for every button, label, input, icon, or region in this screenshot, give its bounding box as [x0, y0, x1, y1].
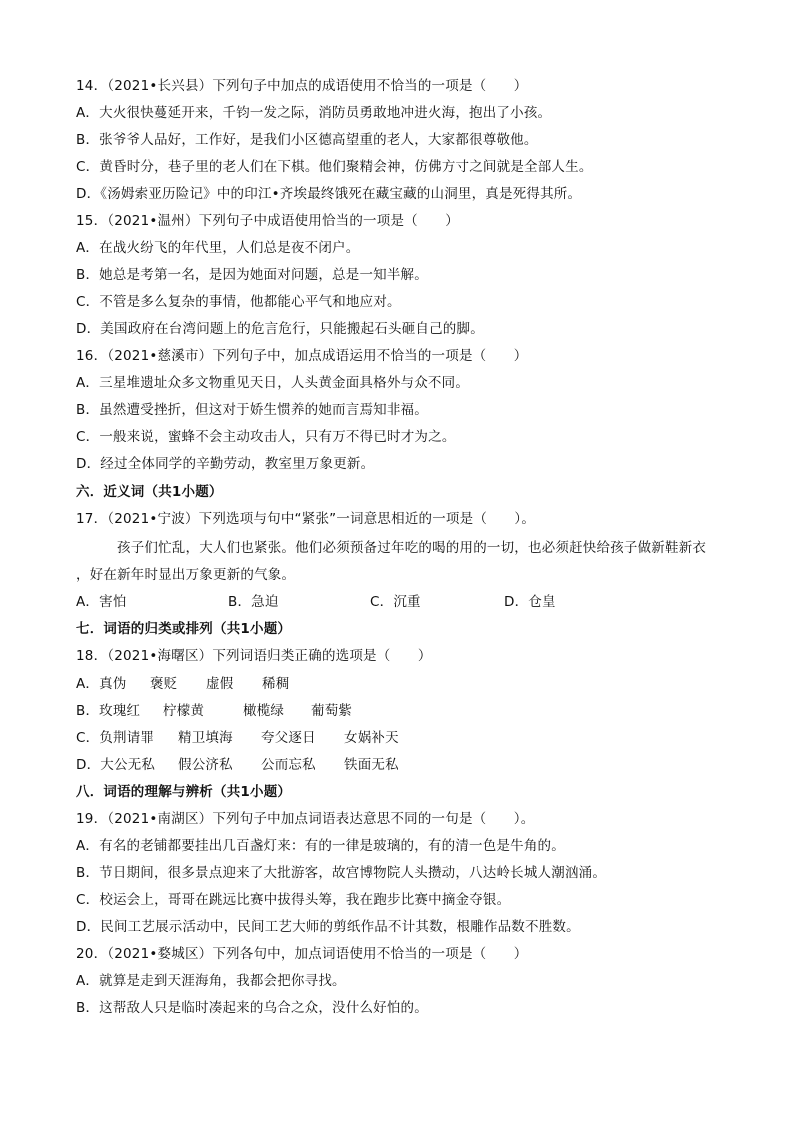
question-15-option-b: B．她总是考第一名，是因为她面对问题，总是一知半解。 — [76, 267, 428, 283]
question-20-stem: 20．（2021•婺城区）下列各句中，加点词语使用不恰当的一项是（ ） — [76, 946, 528, 962]
word: 褒贬 — [150, 676, 178, 692]
question-17-stem: 17．（2021•宁波）下列选项与句中“紧张”一词意思相近的一项是（ ）。 — [76, 511, 536, 527]
question-18-option-a — [76, 674, 289, 694]
question-17-option-b: B．急迫 — [228, 594, 279, 610]
question-16-stem: 16．（2021•慈溪市）下列句子中，加点成语运用不恰当的一项是（ ） — [76, 348, 528, 364]
question-15-option-c: C．不管是多么复杂的事情，他都能心平气和地应对。 — [76, 294, 401, 310]
question-18-option-b — [76, 701, 352, 721]
word: 虚假 — [206, 676, 234, 692]
question-19-stem: 19．（2021•南湖区）下列句子中加点词语表达意思不同的一句是（ ）。 — [76, 811, 535, 827]
section-heading-6: 六．近义词（共1小题） — [76, 484, 223, 500]
question-14-option-d: D．《汤姆索亚历险记》中的印江•齐埃最终饿死在藏宝藏的山洞里，真是死得其所。 — [76, 186, 582, 202]
question-17-passage-line-2: ，好在新年时显出万象更新的气象。 — [76, 567, 296, 583]
question-16-option-c: C．一般来说，蜜蜂不会主动攻击人，只有万不得已时才为之。 — [76, 429, 456, 445]
question-18-option-d — [76, 755, 399, 775]
question-14-option-b: B．张爷爷人品好，工作好，是我们小区德高望重的老人，大家都很尊敬他。 — [76, 132, 538, 148]
question-14-option-c: C．黄昏时分，巷子里的老人们在下棋。他们聚精会神，仿佛方寸之间就是全部人生。 — [76, 159, 593, 175]
question-18-stem: 18．（2021•海曙区）下列词语归类正确的选项是（ ） — [76, 648, 432, 664]
question-19-option-d: D．民间工艺展示活动中，民间工艺大师的剪纸作品不计其数，根雕作品数不胜数。 — [76, 919, 580, 935]
word: C．负荆请罪 — [76, 730, 155, 746]
word: 夸父逐日 — [261, 730, 316, 746]
question-14-option-a: A．大火很快蔓延开来，千钧一发之际，消防员勇敢地冲进火海，抱出了小孩。 — [76, 105, 552, 121]
section-heading-7: 七．词语的归类或排列（共1小题） — [76, 621, 292, 637]
question-16-option-d: D．经过全体同学的辛勤劳动，教室里万象更新。 — [76, 456, 375, 472]
question-16-option-a: A．三星堆遗址众多文物重见天日，人头黄金面具格外与众不同。 — [76, 375, 470, 391]
question-19-option-c: C．校运会上，哥哥在跳远比赛中拔得头筹，我在跑步比赛中摘金夺银。 — [76, 892, 511, 908]
word: 稀稠 — [262, 676, 290, 692]
question-17-option-a: A．害怕 — [76, 594, 127, 610]
question-19-option-a: A．有名的老铺都要挂出几百盏灯来：有的一律是玻璃的，有的清一色是牛角的。 — [76, 838, 565, 854]
question-15-option-d: D．美国政府在台湾问题上的危言危行，只能搬起石头砸自己的脚。 — [76, 321, 484, 337]
word: 假公济私 — [178, 757, 233, 773]
question-17-option-c: C．沉重 — [370, 594, 421, 610]
question-20-option-b: B．这帮敌人只是临时凑起来的乌合之众，没什么好怕的。 — [76, 1000, 428, 1016]
word: 精卫填海 — [178, 730, 233, 746]
question-19-option-b: B．节日期间，很多景点迎来了大批游客，故宫博物院人头攒动，八达岭长城人潮汹涌。 — [76, 865, 607, 881]
word: 公而忘私 — [261, 757, 316, 773]
question-15-option-a: A．在战火纷飞的年代里，人们总是夜不闭户。 — [76, 240, 360, 256]
question-18-option-c — [76, 728, 399, 748]
question-17-passage-line-1: 孩子们忙乱，大人们也紧张。他们必须预备过年吃的喝的用的一切，也必须赶快给孩子做新鞋新衣 — [117, 540, 707, 556]
question-15-stem: 15．（2021•温州）下列句子中成语使用恰当的一项是（ ） — [76, 213, 459, 229]
word: 女娲补天 — [344, 730, 399, 746]
word: 橄榄绿 — [243, 703, 285, 719]
question-16-option-b: B．虽然遭受挫折，但这对于娇生惯养的她而言焉知非福。 — [76, 402, 428, 418]
section-heading-8: 八．词语的理解与辨析（共1小题） — [76, 784, 292, 800]
word: 葡萄紫 — [311, 703, 353, 719]
question-20-option-a: A．就算是走到天涯海角，我都会把你寻找。 — [76, 973, 346, 989]
word: D．大公无私 — [76, 757, 156, 773]
word: 铁面无私 — [344, 757, 399, 773]
word: 柠檬黄 — [163, 703, 205, 719]
question-17-option-d: D．仓皇 — [504, 594, 556, 610]
word: B．玫瑰红 — [76, 703, 141, 719]
word: A．真伪 — [76, 676, 127, 692]
question-14-stem: 14．（2021•长兴县）下列句子中加点的成语使用不恰当的一项是（ ） — [76, 78, 528, 94]
question-17-options — [76, 592, 556, 612]
